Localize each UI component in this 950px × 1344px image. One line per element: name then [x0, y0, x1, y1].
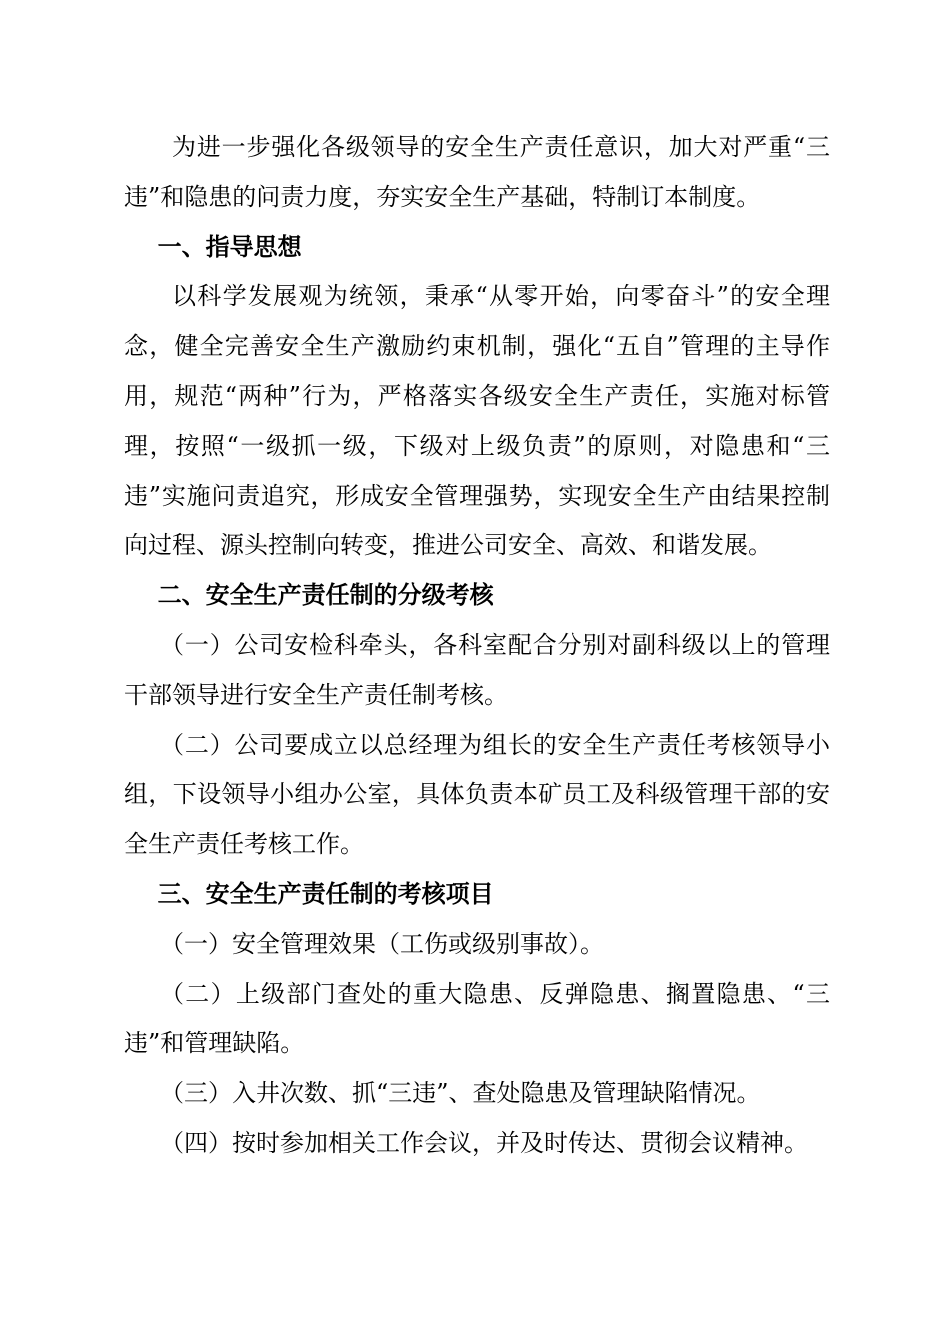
intro-paragraph: 为进一步强化各级领导的安全生产责任意识，加大对严重“三违”和隐患的问责力度，夯实安全生产基础，特制订本制度。: [124, 133, 830, 211]
document-body: [124, 123, 830, 1169]
assessment-item-3: （三）入井次数、抓“三违”、查处隐患及管理缺陷情况。: [160, 1079, 761, 1108]
section-heading-graded-assessment: 二、安全生产责任制的分级考核: [157, 581, 494, 610]
section-heading-guiding-principle: 一、指导思想: [157, 232, 302, 261]
graded-assessment-item-1: （一）公司安检科牵头，各科室配合分别对副科级以上的管理干部领导进行安全生产责任制考核。: [124, 630, 830, 709]
assessment-item-1: （一）安全管理效果（工伤或级别事故）。: [160, 929, 604, 958]
section-heading-assessment-items: 三、安全生产责任制的考核项目: [157, 879, 494, 908]
assessment-item-2: （二）上级部门查处的重大隐患、反弹隐患、搁置隐患、“三违”和管理缺陷。: [124, 979, 830, 1058]
assessment-item-4: （四）按时参加相关工作会议，并及时传达、贯彻会议精神。: [160, 1128, 808, 1157]
guiding-principle-paragraph: 以科学发展观为统领，秉承“从零开始，向零奋斗”的安全理念，健全完善安全生产激励约束机制，强化“五自”管理的主导作用，规范“两种”行为，严格落实各级安全生产责任，实施对标管理，按照“一级抓一级，下级对上级负责”的原则，对隐患和“三违”实施问责追究，形成安全管理强势，实现安全生产由结果控制向过程、源头控制向转变，推进公司安全、高效、和谐发展。: [124, 282, 830, 560]
graded-assessment-item-2: （二）公司要成立以总经理为组长的安全生产责任考核领导小组，下设领导小组办公室，具体负责本矿员工及科级管理干部的安全生产责任考核工作。: [124, 730, 830, 859]
